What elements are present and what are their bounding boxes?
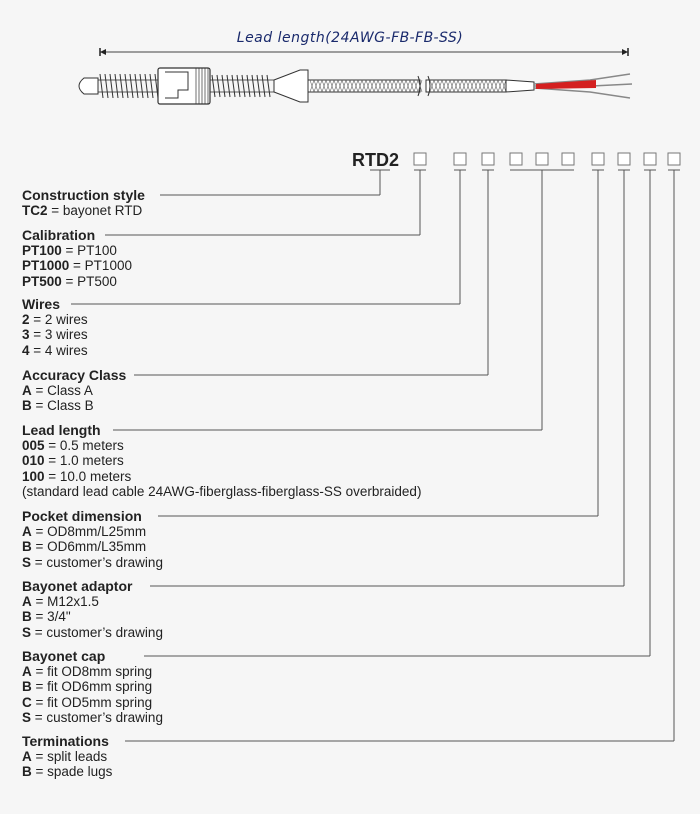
- leader-line-1: [160, 170, 390, 195]
- option-item: [22, 679, 163, 694]
- option-description: = split leads: [31, 749, 108, 764]
- code-box-5: [536, 153, 548, 165]
- option-code: 2: [22, 312, 30, 327]
- option-description: = bayonet RTD: [47, 203, 143, 218]
- code-box-3: [482, 153, 494, 165]
- option-code: B: [22, 398, 32, 414]
- option-code: 4: [22, 342, 30, 358]
- section-heading: Accuracy Class: [22, 367, 127, 383]
- option-item: [22, 664, 163, 679]
- option-item: [22, 312, 88, 327]
- option-item: [22, 695, 163, 710]
- option-code: B: [22, 539, 32, 555]
- spring-front: [98, 74, 160, 98]
- option-description: = fit OD6mm spring: [31, 679, 153, 695]
- code-box-1: [414, 153, 426, 165]
- option-description: = PT500: [61, 273, 117, 289]
- option-item: [22, 710, 163, 725]
- option-code: 010: [22, 453, 45, 469]
- option-code: C: [22, 694, 32, 710]
- option-code: A: [22, 664, 32, 679]
- option-item: [22, 484, 421, 499]
- option-item: [22, 398, 126, 413]
- option-item: [22, 274, 132, 289]
- option-description: (standard lead cable 24AWG-fiberglass-fiberglass-SS overbraided): [22, 483, 422, 499]
- option-description: = spade lugs: [31, 764, 113, 780]
- braided-lead: [308, 80, 506, 92]
- section-heading: Lead length: [22, 422, 101, 438]
- option-description: = customer’s drawing: [31, 624, 163, 640]
- section-calibration: [22, 227, 132, 289]
- leader-line-5: [113, 170, 574, 430]
- option-description: = PT100: [61, 243, 117, 258]
- option-item: [22, 383, 126, 398]
- code-box-9: [644, 153, 656, 165]
- option-code: A: [22, 594, 32, 609]
- section-accuracy-class: [22, 367, 126, 414]
- option-item: [22, 327, 88, 342]
- option-description: = customer’s drawing: [31, 554, 163, 570]
- leader-line-2: [105, 170, 426, 235]
- code-box-10: [668, 153, 680, 165]
- dimension-arrow-left: [100, 49, 106, 55]
- option-item: [22, 524, 163, 539]
- option-item: [22, 438, 421, 453]
- section-heading: Bayonet adaptor: [22, 578, 133, 594]
- option-description: = 1.0 meters: [44, 453, 124, 469]
- lead-end-sleeve: [506, 80, 534, 92]
- code-box-8: [618, 153, 630, 165]
- option-description: = customer’s drawing: [31, 709, 163, 725]
- option-description: = 0.5 meters: [44, 438, 124, 453]
- option-description: = fit OD8mm spring: [31, 664, 153, 679]
- option-item: [22, 343, 88, 358]
- option-item: [22, 749, 112, 764]
- option-item: [22, 609, 163, 624]
- option-item: [22, 203, 145, 218]
- option-item: [22, 258, 132, 273]
- option-description: = Class B: [31, 398, 94, 414]
- option-code: B: [22, 679, 32, 695]
- option-code: A: [22, 749, 32, 764]
- dimension-arrow-right: [622, 49, 628, 55]
- section-heading: Calibration: [22, 227, 96, 243]
- option-code: A: [22, 524, 32, 539]
- option-description: = PT1000: [69, 258, 132, 274]
- section-heading: Terminations: [22, 733, 109, 749]
- section-heading: Wires: [22, 296, 61, 312]
- option-code: S: [22, 624, 32, 640]
- section-bayonet-cap: [22, 648, 163, 725]
- option-description: = OD6mm/L35mm: [31, 539, 147, 555]
- leader-line-7: [150, 170, 630, 586]
- code-prefix: RTD2: [352, 150, 400, 170]
- probe-tip: [79, 78, 98, 94]
- option-item: [22, 539, 163, 554]
- option-description: = 4 wires: [29, 342, 88, 358]
- section-pocket-dimension: [22, 508, 163, 570]
- option-description: = OD8mm/L25mm: [31, 524, 147, 539]
- option-item: [22, 453, 421, 468]
- option-code: S: [22, 709, 32, 725]
- option-item: [22, 555, 163, 570]
- split-wires: [534, 74, 632, 98]
- option-code: PT1000: [22, 258, 70, 274]
- option-code: 100: [22, 468, 45, 484]
- lead-length-label: Lead length(24AWG-FB-FB-SS): [236, 30, 464, 46]
- option-item: [22, 625, 163, 640]
- option-code: A: [22, 383, 32, 398]
- option-description: = Class A: [31, 383, 93, 398]
- option-item: [22, 243, 132, 258]
- option-description: = 3 wires: [29, 327, 88, 343]
- option-description: = 10.0 meters: [44, 468, 132, 484]
- option-item: [22, 764, 112, 779]
- code-box-6: [562, 153, 574, 165]
- leader-line-4: [134, 170, 494, 375]
- transition-sleeve: [274, 70, 308, 102]
- option-code: 3: [22, 327, 30, 343]
- option-description: = 2 wires: [29, 312, 88, 327]
- section-bayonet-adaptor: [22, 578, 163, 640]
- option-code: PT100: [22, 243, 62, 258]
- leader-line-8: [144, 170, 656, 656]
- option-description: = fit OD5mm spring: [31, 694, 153, 710]
- section-wires: [22, 296, 88, 358]
- option-code: TC2: [22, 203, 48, 218]
- section-terminations: [22, 733, 112, 780]
- option-item: [22, 594, 163, 609]
- section-heading: Bayonet cap: [22, 648, 106, 664]
- code-box-2: [454, 153, 466, 165]
- option-code: B: [22, 764, 32, 780]
- section-heading: Construction style: [22, 187, 145, 203]
- option-description: = M12x1.5: [31, 594, 99, 609]
- option-code: 005: [22, 438, 45, 453]
- spring-rear: [210, 75, 274, 97]
- option-item: [22, 469, 421, 484]
- rtd-product-drawing: [0, 0, 700, 130]
- code-box-7: [592, 153, 604, 165]
- section-construction-style: [22, 187, 145, 218]
- option-code: S: [22, 554, 32, 570]
- option-code: B: [22, 609, 32, 625]
- code-box-4: [510, 153, 522, 165]
- option-description: = 3/4": [31, 609, 71, 625]
- section-heading: Pocket dimension: [22, 508, 142, 524]
- option-code: PT500: [22, 273, 62, 289]
- section-lead-length: [22, 422, 421, 499]
